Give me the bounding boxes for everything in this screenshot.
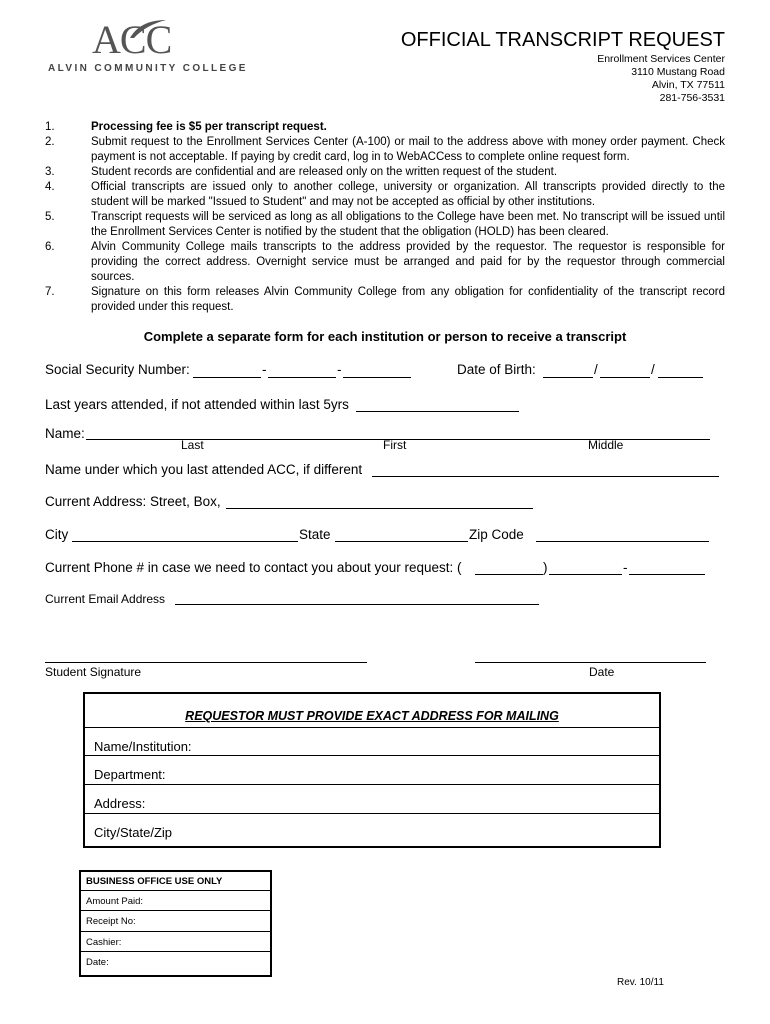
requestor-name-institution-field[interactable]: Name/Institution: (85, 727, 659, 755)
address-label: Current Address: Street, Box, (45, 494, 221, 509)
zip-label: Zip Code (469, 527, 524, 542)
receipt-no-field[interactable]: Receipt No: (81, 910, 270, 931)
page-title: OFFICIAL TRANSCRIPT REQUEST (400, 29, 725, 51)
requestor-city-state-zip-field[interactable]: City/State/Zip (85, 813, 659, 846)
dob-label: Date of Birth: (457, 362, 536, 377)
name-first-label: First (383, 438, 407, 452)
signature-date-field[interactable] (475, 662, 706, 663)
zip-field[interactable] (536, 541, 709, 542)
logo-acc-text: ACC (92, 17, 172, 62)
business-office-box (79, 870, 272, 977)
phone-dash: - (623, 560, 628, 575)
signature-field[interactable] (45, 662, 367, 663)
instruction-item: 2. Submit request to the Enrollment Services Center (A-100) or mail to the address above with money order payment. Check payment is not acceptable. If paying by credit card, log in to WebACCess to complete online request form. (45, 136, 725, 163)
address-field[interactable] (226, 508, 533, 509)
phone-prefix-field[interactable] (549, 574, 622, 575)
dob-month-field[interactable] (543, 377, 593, 378)
email-label: Current Email Address (45, 592, 166, 606)
requestor-department-field[interactable]: Department: (85, 755, 659, 784)
address-line-2: 3110 Mustang Road (631, 66, 725, 78)
ssn-part-2-field[interactable] (268, 377, 336, 378)
signature-date-label: Date (589, 665, 615, 679)
business-date-field[interactable]: Date: (81, 951, 270, 975)
dob-day-field[interactable] (600, 377, 650, 378)
ssn-part-1-field[interactable] (193, 377, 261, 378)
phone-area-code-field[interactable] (475, 574, 543, 575)
dob-slash: / (594, 362, 598, 377)
instructions-list (45, 120, 725, 315)
instruction-item: 7. Signature on this form releases Alvin Community College from any obligation for confidentiality of the transcript record provided under this request. (45, 286, 725, 313)
phone-line-field[interactable] (629, 574, 705, 575)
name-last-label: Last (181, 438, 204, 452)
cashier-field[interactable]: Cashier: (81, 931, 270, 951)
instruction-item: 6. Alvin Community College mails transcripts to the address provided by the requestor. The requestor is responsible for providing the correct address. Overnight service must be arranged and paid for by the requestor through commercial sources. (45, 241, 725, 283)
dob-year-field[interactable] (658, 377, 703, 378)
prev-name-label: Name under which you last attended ACC, if different (45, 462, 363, 477)
state-label: State (299, 527, 331, 542)
amount-paid-field[interactable]: Amount Paid: (81, 890, 270, 910)
city-field[interactable] (72, 541, 298, 542)
requestor-heading: REQUESTOR MUST PROVIDE EXACT ADDRESS FOR MAILING (185, 709, 559, 723)
address-line-4: 281-756-3531 (659, 92, 725, 104)
ssn-part-3-field[interactable] (343, 377, 411, 378)
revision-label: Rev. 10/11 (617, 977, 664, 988)
dob-slash: / (651, 362, 655, 377)
instruction-item: 1. Processing fee is $5 per transcript request. (45, 121, 327, 133)
address-line-3: Alvin, TX 77511 (651, 79, 725, 91)
requestor-address-field[interactable]: Address: (85, 784, 659, 813)
form-heading: Complete a separate form for each institution or person to receive a transcript (143, 329, 627, 344)
state-field[interactable] (335, 541, 468, 542)
last-years-label: Last years attended, if not attended within last 5yrs (45, 397, 349, 412)
logo-college-name: ALVIN COMMUNITY COLLEGE (48, 63, 248, 74)
phone-paren-close: ) (543, 560, 548, 575)
prev-name-field[interactable] (372, 476, 719, 477)
last-years-field[interactable] (356, 411, 519, 412)
requestor-address-box (83, 692, 661, 848)
signature-label: Student Signature (45, 665, 142, 679)
name-label: Name: (45, 426, 85, 441)
ssn-label: Social Security Number: (45, 362, 190, 377)
instruction-item: 3. Student records are confidential and are released only on the written request of the student. (45, 166, 558, 178)
email-field[interactable] (175, 604, 539, 605)
name-middle-label: Middle (588, 438, 624, 452)
business-office-heading: BUSINESS OFFICE USE ONLY (86, 876, 223, 887)
ssn-dash: - (262, 362, 267, 377)
phone-label: Current Phone # in case we need to contact you about your request: ( (45, 560, 462, 575)
ssn-dash: - (337, 362, 342, 377)
instruction-item: 5. Transcript requests will be serviced as long as all obligations to the College have been met. No transcript will be issued until the Enrollment Services Center is notified by the student that the obligation (HOLD) has been cleared. (45, 211, 725, 238)
city-label: City (45, 527, 69, 542)
instruction-item: 4. Official transcripts are issued only to another college, university or organization. All transcripts provided directly to the student will be marked "Issued to Student" and may not be accepted as official by other institutions. (45, 181, 725, 208)
address-line-1: Enrollment Services Center (597, 53, 725, 65)
